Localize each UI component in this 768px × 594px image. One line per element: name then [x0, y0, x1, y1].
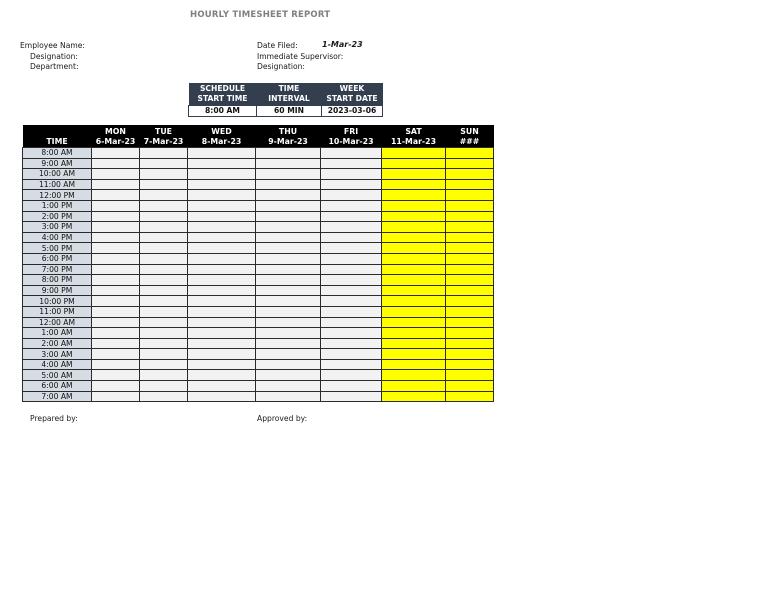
day-header-fri: [321, 125, 382, 148]
hours-cell-sat[interactable]: [382, 381, 446, 392]
hours-cell-sun[interactable]: [446, 285, 494, 296]
table-row: [23, 158, 494, 169]
day-date: 9-Mar-23: [268, 137, 308, 146]
hours-cell-fri[interactable]: [321, 391, 382, 402]
time-slot-label: 11:00 PM: [23, 306, 92, 317]
hours-cell-mon[interactable]: [92, 275, 140, 286]
day-header-tue: [140, 125, 188, 148]
hours-cell-sat[interactable]: [382, 264, 446, 275]
hours-cell-thu[interactable]: [256, 328, 321, 339]
time-slot-label: 9:00 PM: [23, 285, 92, 296]
hours-cell-mon[interactable]: [92, 222, 140, 233]
table-row: [23, 243, 494, 254]
hours-cell-tue[interactable]: [140, 349, 188, 360]
hours-cell-mon[interactable]: [92, 211, 140, 222]
hours-cell-sat[interactable]: [382, 296, 446, 307]
hours-cell-fri[interactable]: [321, 148, 382, 159]
table-row: [23, 328, 494, 339]
time-slot-label: 3:00 PM: [23, 222, 92, 233]
time-slot-label: 11:00 AM: [23, 179, 92, 190]
hours-cell-mon[interactable]: [92, 243, 140, 254]
time-slot-label: 6:00 PM: [23, 253, 92, 264]
time-slot-label: 5:00 AM: [23, 370, 92, 381]
hours-cell-sun[interactable]: [446, 169, 494, 180]
hours-cell-tue[interactable]: [140, 200, 188, 211]
time-slot-label: 10:00 AM: [23, 169, 92, 180]
hours-cell-sun[interactable]: [446, 275, 494, 286]
day-date: 8-Mar-23: [201, 137, 242, 146]
table-row: [23, 359, 494, 370]
hours-cell-fri[interactable]: [321, 359, 382, 370]
hours-cell-wed[interactable]: [188, 211, 256, 222]
hours-cell-mon[interactable]: [92, 296, 140, 307]
hours-cell-fri[interactable]: [321, 370, 382, 381]
hours-cell-mon[interactable]: [92, 253, 140, 264]
time-interval-h1: TIME: [278, 84, 300, 93]
table-row: [23, 349, 494, 360]
hours-cell-fri[interactable]: [321, 179, 382, 190]
day-name: THU: [278, 127, 298, 136]
employee-name-label: Employee Name:: [20, 41, 85, 50]
time-slot-label: 7:00 PM: [23, 264, 92, 275]
hours-cell-fri[interactable]: [321, 306, 382, 317]
table-row: [23, 222, 494, 233]
hours-cell-tue[interactable]: [140, 317, 188, 328]
hours-cell-tue[interactable]: [140, 285, 188, 296]
hours-cell-tue[interactable]: [140, 381, 188, 392]
time-slot-label: 5:00 PM: [23, 243, 92, 254]
hours-cell-wed[interactable]: [188, 349, 256, 360]
day-name: SUN: [460, 127, 479, 136]
hours-cell-thu[interactable]: [256, 381, 321, 392]
table-row: [23, 285, 494, 296]
hours-cell-fri[interactable]: [321, 317, 382, 328]
day-name: WED: [211, 127, 232, 136]
hours-cell-thu[interactable]: [256, 158, 321, 169]
hours-cell-sat[interactable]: [382, 222, 446, 233]
hours-cell-sun[interactable]: [446, 222, 494, 233]
table-row: [23, 232, 494, 243]
hours-cell-sun[interactable]: [446, 148, 494, 159]
hours-cell-mon[interactable]: [92, 349, 140, 360]
day-date: 6-Mar-23: [95, 137, 136, 146]
hours-cell-fri[interactable]: [321, 232, 382, 243]
hours-cell-mon[interactable]: [92, 148, 140, 159]
hours-cell-tue[interactable]: [140, 158, 188, 169]
hours-cell-thu[interactable]: [256, 317, 321, 328]
hours-cell-fri[interactable]: [321, 381, 382, 392]
hours-cell-fri[interactable]: [321, 211, 382, 222]
time-slot-label: 8:00 PM: [23, 275, 92, 286]
time-slot-label: 2:00 AM: [23, 338, 92, 349]
hours-cell-thu[interactable]: [256, 148, 321, 159]
hours-cell-fri[interactable]: [321, 190, 382, 201]
hours-cell-mon[interactable]: [92, 317, 140, 328]
hours-cell-sun[interactable]: [446, 190, 494, 201]
hours-cell-sun[interactable]: [446, 253, 494, 264]
day-date: ###: [459, 137, 480, 146]
hours-cell-mon[interactable]: [92, 370, 140, 381]
hours-cell-fri[interactable]: [321, 200, 382, 211]
time-interval-header: [257, 83, 322, 106]
hours-cell-sat[interactable]: [382, 391, 446, 402]
hours-cell-fri[interactable]: [321, 285, 382, 296]
hours-cell-sat[interactable]: [382, 243, 446, 254]
hours-cell-sun[interactable]: [446, 211, 494, 222]
hours-cell-mon[interactable]: [92, 285, 140, 296]
hours-cell-sun[interactable]: [446, 317, 494, 328]
hours-cell-tue[interactable]: [140, 169, 188, 180]
day-header-sun: [446, 125, 494, 148]
hours-cell-sat[interactable]: [382, 370, 446, 381]
day-date: 11-Mar-23: [390, 137, 437, 146]
hours-cell-sun[interactable]: [446, 349, 494, 360]
hours-cell-sun[interactable]: [446, 370, 494, 381]
hours-cell-mon[interactable]: [92, 328, 140, 339]
hours-cell-thu[interactable]: [256, 264, 321, 275]
day-header-mon: [92, 125, 140, 148]
table-row: [23, 306, 494, 317]
hours-cell-thu[interactable]: [256, 275, 321, 286]
hours-cell-tue[interactable]: [140, 148, 188, 159]
hours-cell-fri[interactable]: [321, 338, 382, 349]
hours-cell-thu[interactable]: [256, 349, 321, 360]
time-slot-label: 3:00 AM: [23, 349, 92, 360]
table-row: [23, 200, 494, 211]
hours-cell-sat[interactable]: [382, 148, 446, 159]
hours-cell-mon[interactable]: [92, 338, 140, 349]
hours-cell-thu[interactable]: [256, 306, 321, 317]
hours-cell-tue[interactable]: [140, 306, 188, 317]
hours-cell-tue[interactable]: [140, 232, 188, 243]
hours-cell-tue[interactable]: [140, 391, 188, 402]
hours-cell-fri[interactable]: [321, 264, 382, 275]
hours-cell-sun[interactable]: [446, 179, 494, 190]
hours-cell-wed[interactable]: [188, 222, 256, 233]
hours-cell-fri[interactable]: [321, 275, 382, 286]
hours-cell-fri[interactable]: [321, 253, 382, 264]
hours-cell-thu[interactable]: [256, 243, 321, 254]
day-name: SAT: [405, 127, 422, 136]
hours-cell-mon[interactable]: [92, 190, 140, 201]
hours-cell-tue[interactable]: [140, 190, 188, 201]
table-row: [23, 370, 494, 381]
schedule-start-time-header: [189, 83, 257, 106]
hours-cell-fri[interactable]: [321, 222, 382, 233]
hours-cell-wed[interactable]: [188, 370, 256, 381]
hours-cell-mon[interactable]: [92, 264, 140, 275]
hours-cell-wed[interactable]: [188, 232, 256, 243]
table-row: [23, 169, 494, 180]
hours-cell-sun[interactable]: [446, 381, 494, 392]
hours-cell-wed[interactable]: [188, 158, 256, 169]
table-row: [23, 190, 494, 201]
hours-cell-mon[interactable]: [92, 232, 140, 243]
hours-cell-tue[interactable]: [140, 296, 188, 307]
hours-cell-sat[interactable]: [382, 253, 446, 264]
date-filed-value: 1-Mar-23: [322, 40, 363, 49]
hours-cell-tue[interactable]: [140, 275, 188, 286]
time-slot-label: 8:00 AM: [23, 148, 92, 159]
hours-cell-sat[interactable]: [382, 306, 446, 317]
hours-cell-sat[interactable]: [382, 211, 446, 222]
hours-cell-sun[interactable]: [446, 338, 494, 349]
grid-header-row: [23, 125, 494, 148]
prepared-by-label: Prepared by:: [30, 414, 78, 423]
hours-cell-fri[interactable]: [321, 158, 382, 169]
hours-cell-tue[interactable]: [140, 359, 188, 370]
table-row: [23, 264, 494, 275]
table-row: [23, 253, 494, 264]
hours-cell-sat[interactable]: [382, 190, 446, 201]
hours-cell-wed[interactable]: [188, 275, 256, 286]
hours-cell-tue[interactable]: [140, 222, 188, 233]
week-start-date-h2: START DATE: [326, 94, 378, 103]
table-row: [23, 338, 494, 349]
table-row: [23, 211, 494, 222]
time-slot-label: 9:00 AM: [23, 158, 92, 169]
hours-cell-mon[interactable]: [92, 306, 140, 317]
hours-cell-sun[interactable]: [446, 200, 494, 211]
supervisor-designation-label: Designation:: [257, 62, 305, 71]
table-row: [23, 296, 494, 307]
hours-cell-sun[interactable]: [446, 296, 494, 307]
hours-cell-sat[interactable]: [382, 317, 446, 328]
hours-cell-wed[interactable]: [188, 253, 256, 264]
time-slot-label: 4:00 PM: [23, 232, 92, 243]
hours-cell-mon[interactable]: [92, 200, 140, 211]
hours-cell-wed[interactable]: [188, 243, 256, 254]
hours-cell-thu[interactable]: [256, 391, 321, 402]
week-start-date-header: [322, 83, 383, 106]
day-date: 10-Mar-23: [328, 137, 374, 146]
hours-cell-thu[interactable]: [256, 179, 321, 190]
day-date: 7-Mar-23: [143, 137, 184, 146]
timesheet-grid: [22, 125, 494, 402]
hours-cell-sun[interactable]: [446, 391, 494, 402]
hours-cell-thu[interactable]: [256, 253, 321, 264]
hours-cell-tue[interactable]: [140, 338, 188, 349]
time-slot-label: 2:00 PM: [23, 211, 92, 222]
hours-cell-thu[interactable]: [256, 222, 321, 233]
time-slot-label: 12:00 AM: [23, 317, 92, 328]
hours-cell-sat[interactable]: [382, 359, 446, 370]
hours-cell-fri[interactable]: [321, 243, 382, 254]
day-header-wed: [188, 125, 256, 148]
hours-cell-tue[interactable]: [140, 253, 188, 264]
hours-cell-thu[interactable]: [256, 296, 321, 307]
hours-cell-sun[interactable]: [446, 158, 494, 169]
hours-cell-fri[interactable]: [321, 328, 382, 339]
schedule-start-time-h1: SCHEDULE: [199, 84, 246, 93]
time-slot-label: 1:00 AM: [23, 328, 92, 339]
day-header-thu: [256, 125, 321, 148]
hours-cell-thu[interactable]: [256, 200, 321, 211]
hours-cell-wed[interactable]: [188, 190, 256, 201]
hours-cell-wed[interactable]: [188, 148, 256, 159]
schedule-settings-table: [188, 83, 383, 117]
supervisor-label: Immediate Supervisor:: [257, 52, 344, 61]
hours-cell-mon[interactable]: [92, 359, 140, 370]
hours-cell-fri[interactable]: [321, 169, 382, 180]
table-row: [23, 148, 494, 159]
hours-cell-wed[interactable]: [188, 296, 256, 307]
hours-cell-tue[interactable]: [140, 179, 188, 190]
hours-cell-wed[interactable]: [188, 169, 256, 180]
hours-cell-thu[interactable]: [256, 285, 321, 296]
day-name: FRI: [343, 127, 359, 136]
department-label: Department:: [30, 62, 79, 71]
week-start-date-value[interactable]: 2023-03-06: [322, 106, 383, 117]
schedule-start-time-value[interactable]: 8:00 AM: [189, 106, 257, 117]
day-name: TUE: [155, 127, 172, 136]
hours-cell-thu[interactable]: [256, 370, 321, 381]
date-filed-label: Date Filed:: [257, 41, 298, 50]
time-slot-label: 10:00 PM: [23, 296, 92, 307]
hours-cell-sun[interactable]: [446, 328, 494, 339]
hours-cell-tue[interactable]: [140, 243, 188, 254]
hours-cell-thu[interactable]: [256, 169, 321, 180]
designation-label: Designation:: [30, 52, 78, 61]
hours-cell-wed[interactable]: [188, 391, 256, 402]
hours-cell-tue[interactable]: [140, 370, 188, 381]
time-interval-h2: INTERVAL: [268, 94, 310, 103]
hours-cell-wed[interactable]: [188, 338, 256, 349]
week-start-date-h1: WEEK: [339, 84, 365, 93]
hours-cell-sun[interactable]: [446, 306, 494, 317]
hours-cell-fri[interactable]: [321, 296, 382, 307]
hours-cell-wed[interactable]: [188, 317, 256, 328]
time-interval-value[interactable]: 60 MIN: [257, 106, 322, 117]
hours-cell-mon[interactable]: [92, 179, 140, 190]
hours-cell-thu[interactable]: [256, 232, 321, 243]
hours-cell-thu[interactable]: [256, 190, 321, 201]
hours-cell-wed[interactable]: [188, 179, 256, 190]
table-row: [23, 391, 494, 402]
time-slot-label: 6:00 AM: [23, 381, 92, 392]
hours-cell-sat[interactable]: [382, 169, 446, 180]
hours-cell-mon[interactable]: [92, 158, 140, 169]
hours-cell-wed[interactable]: [188, 328, 256, 339]
day-name: MON: [105, 127, 126, 136]
table-row: [23, 179, 494, 190]
hours-cell-tue[interactable]: [140, 264, 188, 275]
hours-cell-tue[interactable]: [140, 211, 188, 222]
hours-cell-mon[interactable]: [92, 391, 140, 402]
hours-cell-sat[interactable]: [382, 338, 446, 349]
schedule-start-time-h2: START TIME: [197, 94, 248, 103]
hours-cell-sat[interactable]: [382, 285, 446, 296]
hours-cell-sun[interactable]: [446, 359, 494, 370]
time-slot-label: 7:00 AM: [23, 391, 92, 402]
time-column-header: TIME: [23, 125, 92, 148]
time-slot-label: 12:00 PM: [23, 190, 92, 201]
report-title: HOURLY TIMESHEET REPORT: [190, 10, 331, 20]
hours-cell-thu[interactable]: [256, 359, 321, 370]
hours-cell-wed[interactable]: [188, 359, 256, 370]
hours-cell-sat[interactable]: [382, 179, 446, 190]
hours-cell-wed[interactable]: [188, 200, 256, 211]
hours-cell-sat[interactable]: [382, 232, 446, 243]
hours-cell-wed[interactable]: [188, 306, 256, 317]
hours-cell-tue[interactable]: [140, 328, 188, 339]
hours-cell-sat[interactable]: [382, 275, 446, 286]
table-row: [23, 317, 494, 328]
day-header-sat: [382, 125, 446, 148]
table-row: [23, 275, 494, 286]
time-slot-label: 1:00 PM: [23, 200, 92, 211]
hours-cell-sat[interactable]: [382, 158, 446, 169]
hours-cell-sun[interactable]: [446, 243, 494, 254]
hours-cell-wed[interactable]: [188, 264, 256, 275]
hours-cell-sat[interactable]: [382, 200, 446, 211]
table-row: [23, 381, 494, 392]
hours-cell-wed[interactable]: [188, 285, 256, 296]
hours-cell-fri[interactable]: [321, 349, 382, 360]
hours-cell-sat[interactable]: [382, 349, 446, 360]
hours-cell-mon[interactable]: [92, 169, 140, 180]
hours-cell-sun[interactable]: [446, 264, 494, 275]
hours-cell-wed[interactable]: [188, 381, 256, 392]
hours-cell-sun[interactable]: [446, 232, 494, 243]
hours-cell-thu[interactable]: [256, 211, 321, 222]
hours-cell-thu[interactable]: [256, 338, 321, 349]
hours-cell-mon[interactable]: [92, 381, 140, 392]
hours-cell-sat[interactable]: [382, 328, 446, 339]
approved-by-label: Approved by:: [257, 414, 308, 423]
time-slot-label: 4:00 AM: [23, 359, 92, 370]
